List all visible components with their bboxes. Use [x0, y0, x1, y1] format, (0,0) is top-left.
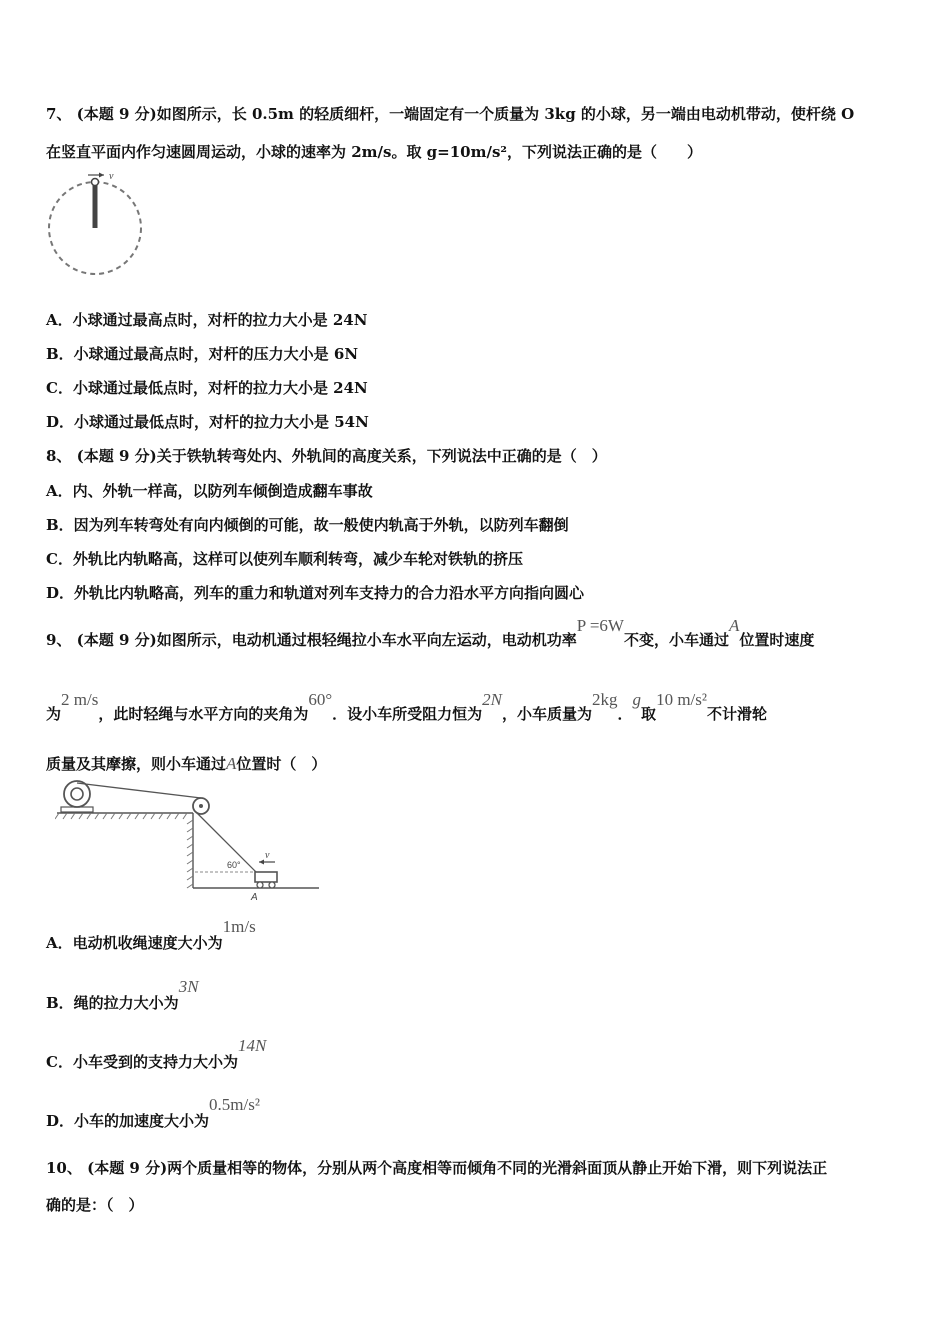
- q9-option-c-math: 14N: [237, 1036, 267, 1055]
- q9-option-a-math: 1m/s: [222, 917, 256, 936]
- wall-hatching: [187, 820, 193, 888]
- q9-math-speed: 2 m/s: [61, 690, 99, 709]
- q9-math-point-a: A: [728, 616, 740, 635]
- q9-option-d: [46, 1095, 260, 1131]
- q9-text: 9、 (本题 9 分)如图所示，电动机通过根轻绳拉小车水平向左运动，电动机功率: [46, 631, 577, 649]
- q9-math-mass: 2kg: [592, 690, 618, 709]
- q9-math-resistance: 2N: [482, 690, 503, 709]
- q10-stem-line1: 10、 (本题 9 分)两个质量相等的物体，分别从两个高度相等而倾角不同的光滑斜面顶从静止开始下滑，则下列说法正: [46, 1159, 828, 1177]
- q9-pulley-figure: [55, 778, 323, 904]
- q9-option-b-text: B．绳的拉力大小为: [46, 994, 179, 1012]
- q9-text: 位置时（ ）: [236, 755, 327, 773]
- q9-text: 不变，小车通过: [623, 631, 729, 649]
- rope-slant: [196, 812, 256, 872]
- point-a-label: A: [251, 892, 258, 903]
- q9-text: 为: [46, 705, 62, 723]
- velocity-label: v: [109, 171, 114, 182]
- q9-option-c-text: C．小车受到的支持力大小为: [46, 1053, 238, 1071]
- q8-stem: 8、 (本题 9 分)关于铁轨转弯处内、外轨间的高度关系，下列说法中正确的是（ ）: [46, 447, 607, 465]
- q8-option-a: A．内、外轨一样高，以防列车倾倒造成翻车事故: [46, 482, 373, 500]
- rope-top: [77, 783, 201, 798]
- q9-text: ．设小车所受阻力恒为: [332, 705, 483, 723]
- pulley-axle: [199, 804, 203, 808]
- q8-option-c: C．外轨比内轨略高，这样可以使列车顺利转弯，减少车轮对铁轨的挤压: [46, 550, 523, 568]
- q9-math-g: g: [632, 690, 642, 709]
- q7-option-b: B．小球通过最高点时，对杆的压力大小是 6N: [46, 345, 359, 363]
- q9-option-d-math: 0.5m/s²: [209, 1095, 260, 1114]
- q9-stem-line2: [46, 690, 767, 724]
- ball: [92, 179, 99, 186]
- q9-text: ．: [617, 705, 633, 723]
- cart-wheel-right: [269, 882, 275, 888]
- motor-outer: [64, 781, 90, 807]
- top-hatching: [55, 813, 187, 819]
- rod: [93, 182, 98, 228]
- q7-option-a: A．小球通过最高点时，对杆的拉力大小是 24N: [46, 311, 368, 329]
- q9-text: 取: [641, 705, 657, 723]
- q9-math-power: P =6W: [576, 616, 624, 635]
- q9-text: 质量及其摩擦，则小车通过: [46, 755, 227, 773]
- q9-math-point-a: A: [226, 754, 237, 773]
- q7-stem-line1: 7、 (本题 9 分)如图所示，长 0.5m 的轻质细杆，一端固定有一个质量为 3kg 的小球，另一端由电动机带动，使杆绕 O: [46, 105, 855, 123]
- velocity-arrow-head: [99, 173, 104, 178]
- cart-body: [255, 872, 277, 882]
- cart-velocity-arrow-head: [259, 860, 264, 865]
- q10-stem-line2: 确的是：（ ）: [46, 1196, 144, 1214]
- q9-text: ，小车质量为: [502, 705, 593, 723]
- q8-option-d: D．外轨比内轨略高，列车的重力和轨道对列车支持力的合力沿水平方向指向圆心: [46, 584, 585, 602]
- q8-option-b: B．因为列车转弯处有向内倾倒的可能，故一般使内轨高于外轨，以防列车翻倒: [46, 516, 569, 534]
- q9-option-c: [46, 1036, 267, 1072]
- cart-velocity-label: v: [265, 850, 270, 861]
- q9-option-d-text: D．小车的加速度大小为: [46, 1112, 210, 1130]
- q9-text: ，此时轻绳与水平方向的夹角为: [98, 705, 309, 723]
- q7-option-c: C．小球通过最低点时，对杆的拉力大小是 24N: [46, 379, 368, 397]
- q9-stem-line3: [46, 753, 326, 774]
- q9-math-gravity: 10 m/s²: [656, 690, 707, 709]
- motor-inner: [71, 788, 83, 800]
- q7-option-d: D．小球通过最低点时，对杆的拉力大小是 54N: [46, 413, 369, 431]
- q7-circle-figure: [44, 170, 148, 282]
- q9-option-a-text: A．电动机收绳速度大小为: [46, 934, 223, 952]
- q7-stem-line2: 在竖直平面内作匀速圆周运动，小球的速率为 2m/s。取 g=10m/s²，下列说法正确的是（ ）: [46, 143, 702, 161]
- q9-math-angle: 60°: [308, 690, 333, 709]
- q9-text: 位置时速度: [739, 631, 815, 649]
- q9-option-a: [46, 917, 256, 953]
- q9-stem-line1: [46, 616, 815, 650]
- angle-label: 60°: [227, 860, 241, 870]
- q9-option-b-math: 3N: [178, 977, 199, 996]
- cart-wheel-left: [257, 882, 263, 888]
- q9-text: 不计滑轮: [706, 705, 767, 723]
- q9-option-b: [46, 977, 199, 1013]
